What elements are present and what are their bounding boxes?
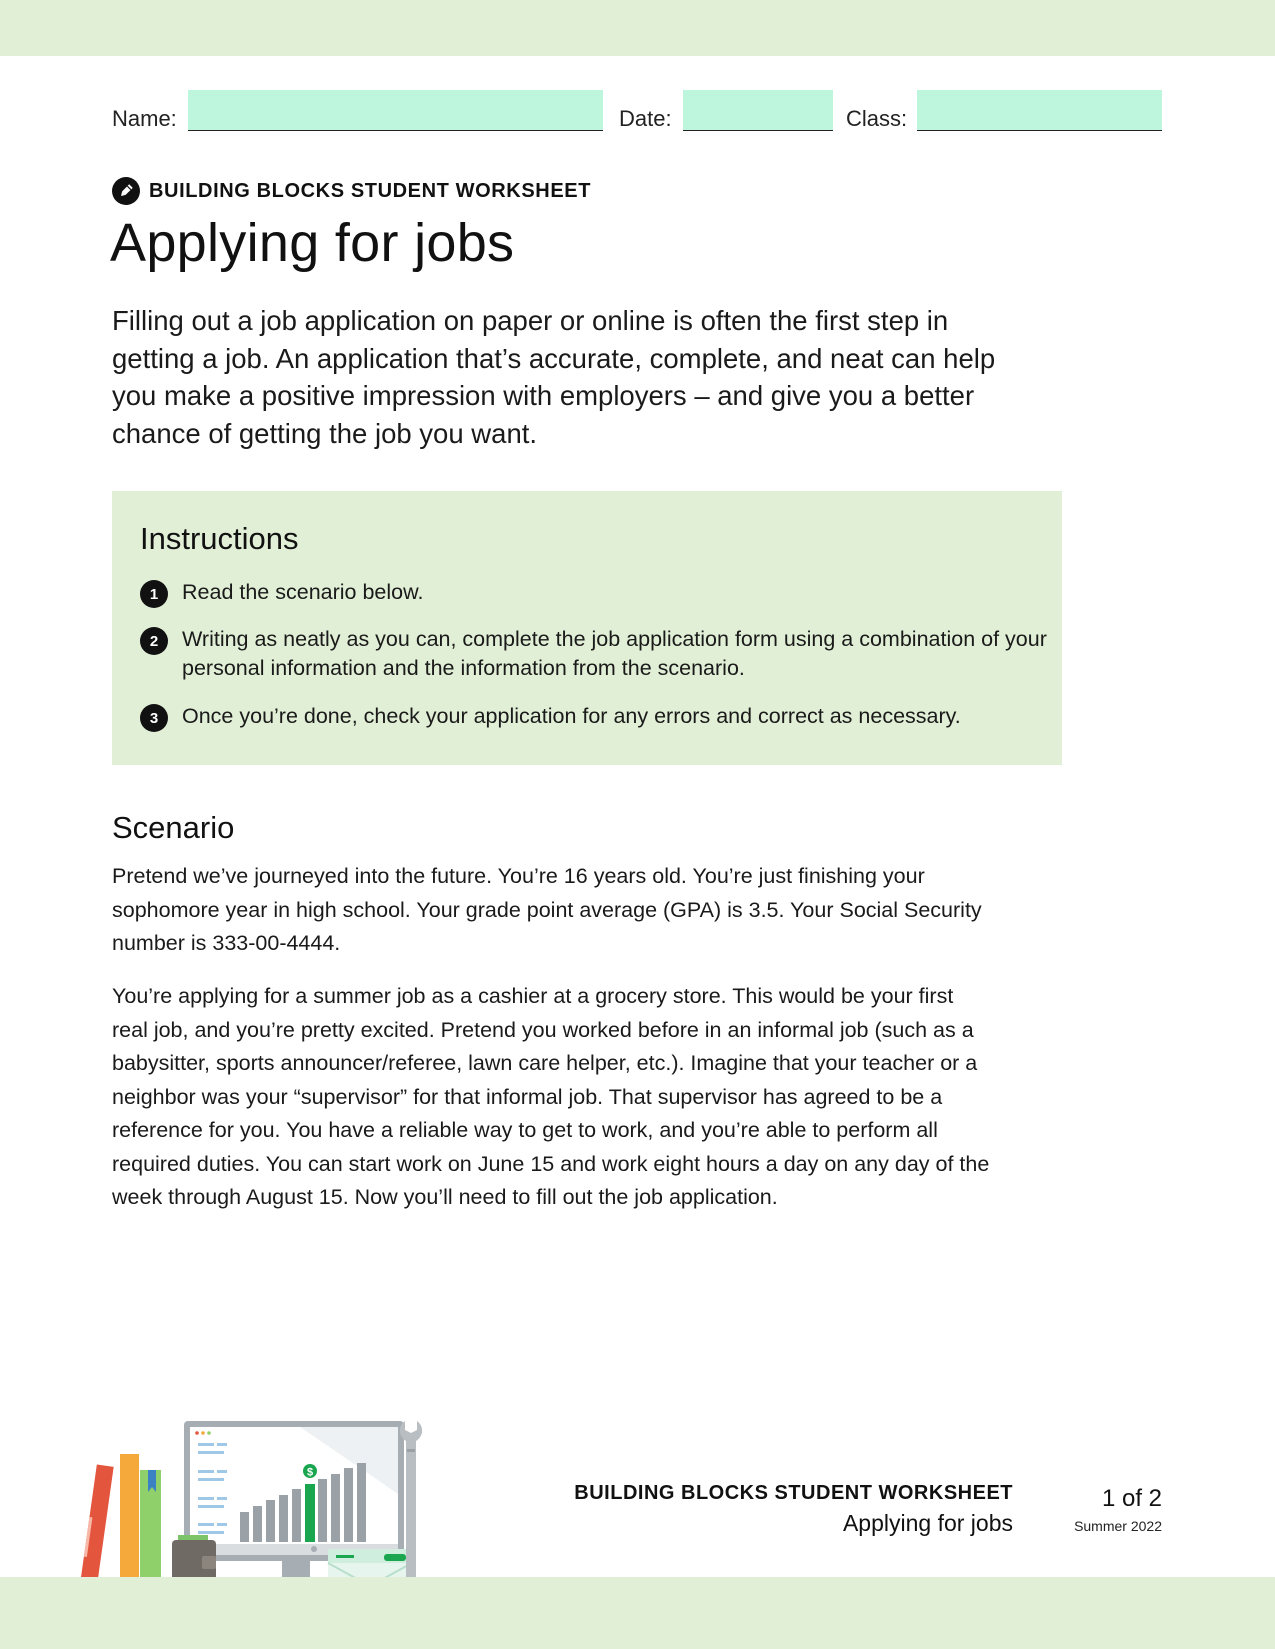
step-number-badge: 1 (140, 580, 168, 608)
step-text: Once you’re done, check your application for any errors and correct as necessary. (182, 704, 961, 728)
scenario-paragraph-1: Pretend we’ve journeyed into the future. You’re 16 years old. You’re just finishing your sophomore year in high school. Your grade point average (GPA) is 3.5. Your Social Security number is 333-00-4444. (112, 864, 982, 955)
footer-illustration (70, 1418, 470, 1596)
pencil-icon (112, 177, 140, 205)
instructions-heading: Instructions (140, 521, 299, 556)
name-field[interactable] (188, 90, 603, 131)
step-text: Writing as neatly as you can, complete the job application form using a combination of your personal information and the information from the scenario. (182, 627, 1047, 680)
page-title: Applying for jobs (110, 213, 515, 273)
bottom-band (0, 1577, 1275, 1649)
footer-kicker: BUILDING BLOCKS STUDENT WORKSHEET (574, 1482, 1013, 1504)
edition-date: Summer 2022 (1074, 1518, 1162, 1534)
class-field[interactable] (917, 90, 1162, 131)
kicker-text: BUILDING BLOCKS STUDENT WORKSHEET (149, 179, 592, 202)
worksheet-kicker (112, 176, 591, 206)
intro-paragraph: Filling out a job application on paper or online is often the first step in getting a job. An application that’s accurate, complete, and neat can help you make a positive impression with employers – and give you a better chance of getting the job you want. (112, 305, 996, 449)
name-label: Name: (112, 106, 177, 131)
step-number-badge: 2 (140, 627, 168, 655)
class-label: Class: (846, 106, 908, 131)
date-label: Date: (619, 106, 672, 131)
footer-subtitle: Applying for jobs (842, 1510, 1013, 1536)
step-text: Read the scenario below. (182, 580, 424, 604)
date-field[interactable] (683, 90, 833, 131)
top-band (0, 0, 1275, 56)
scenario-heading: Scenario (112, 810, 235, 845)
dollar-symbol: $ (306, 1466, 314, 1479)
student-info-row (112, 90, 1162, 134)
scenario-paragraph-2: You’re applying for a summer job as a cashier at a grocery store. This would be your first real job, and you’re pretty excited. Pretend you worked before in an informal job (such as a babysitter, sports announcer/referee, lawn care helper, etc.). Imagine that your teacher or a neighbor was your “supervisor” for that informal job. That supervisor has agreed to be a reference for you. You have a reliable way to get to work, and you’re able to perform all required duties. You can start work on June 15 and work eight hours a day on any day of the week through August 15. Now you’ll need to fill out the job application. (112, 984, 990, 1209)
instructions-box (112, 491, 1062, 765)
step-number-badge: 3 (140, 704, 168, 732)
page-number: 1 of 2 (1101, 1485, 1162, 1512)
books-icon (80, 1454, 161, 1590)
